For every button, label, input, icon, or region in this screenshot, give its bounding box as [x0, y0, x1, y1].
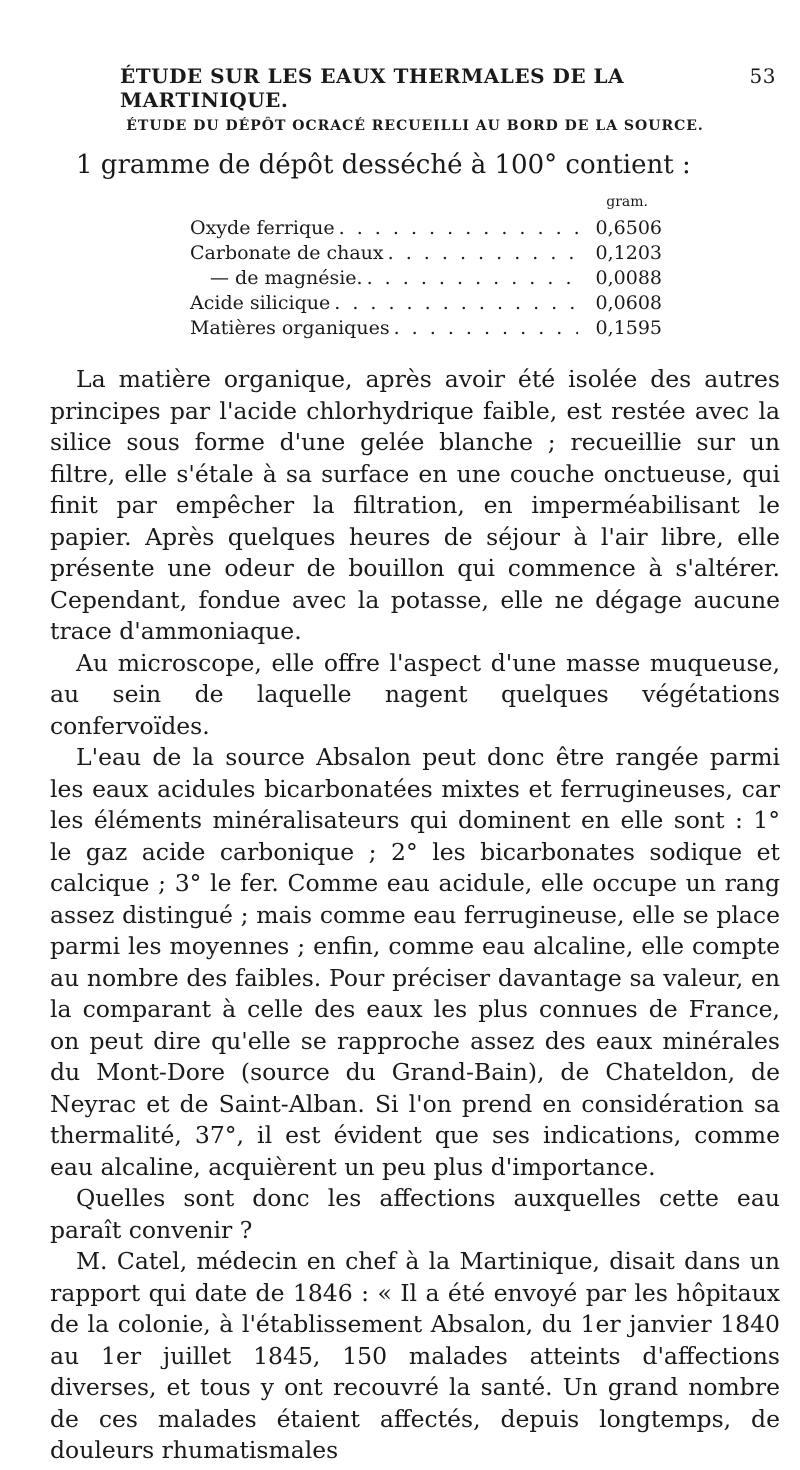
analysis-label: Acide silicique: [190, 292, 331, 314]
page-number: 53: [749, 64, 776, 88]
paragraph: Quelles sont donc les affections auxquelles cette eau paraît convenir ?: [50, 1184, 780, 1244]
analysis-value: 0,1595: [595, 317, 662, 339]
paragraph: L'eau de la source Absalon peut donc être rangée parmi les eaux acidules bicarbonatées mixtes et ferrugineuses, car les éléments minéralisateurs qui dominent en elle sont : 1° le gaz acide carbonique ; 2° les bicarbonates sodique et calcique ; 3° le fer. Comme eau acidule, elle occupe un rang assez distingué ; mais comme eau ferrugineuse, elle se place parmi les moyennes ; enfin, comme eau alcaline, elle compte au nombre des faibles. Pour préciser davantage sa valeur, en la comparant à celle des eaux les plus connues de France, on peut dire qu'elle se rapproche assez des eaux minérales du Mont-Dore (source du Grand-Bain), de Chateldon, de Neyrac et de Saint-Alban. Si l'on prend en considération sa thermalité, 37°, il est évident que ses indications, comme eau alcaline, acquièrent un peu plus d'importance.: [50, 743, 780, 1181]
body-text: [50, 364, 780, 1467]
dot-leader: [330, 291, 578, 316]
dot-leader: [390, 316, 578, 341]
analysis-label: Carbonate de chaux: [190, 242, 384, 264]
dot-leader: [384, 241, 578, 266]
analysis-intro: 1 gramme de dépôt desséché à 100° contient :: [76, 150, 691, 180]
dot-leader: [363, 266, 578, 291]
analysis-value: 0,0608: [595, 292, 662, 314]
analysis-table: [190, 194, 662, 341]
analysis-value: 0,6506: [595, 217, 662, 239]
section-heading: ÉTUDE DU DÉPÔT OCRACÉ RECUEILLI AU BORD DE LA SOURCE.: [126, 118, 704, 134]
book-page: [50, 0, 780, 1470]
analysis-row: [190, 266, 662, 291]
analysis-value: 0,0088: [595, 267, 662, 289]
paragraph: La matière organique, après avoir été isolée des autres principes par l'acide chlorhydrique faible, est restée avec la silice sous forme d'une gelée blanche ; recueillie sur un filtre, elle s'étale à sa surface en une couche onctueuse, qui finit par empêcher la filtration, en imperméabilisant le papier. Après quelques heures de séjour à l'air libre, elle présente une odeur de bouillon qui commence à s'altérer. Cependant, fondue avec la potasse, elle ne dégage aucune trace d'ammoniaque.: [50, 365, 780, 645]
analysis-label: — de magnésie.: [210, 267, 363, 289]
paragraph: Au microscope, elle offre l'aspect d'une masse muqueuse, au sein de laquelle nagent quelques végétations confervoïdes.: [50, 648, 780, 740]
running-title: ÉTUDE SUR LES EAUX THERMALES DE LA MARTINIQUE.: [120, 64, 625, 112]
analysis-row: [190, 291, 662, 316]
analysis-row: [190, 316, 662, 341]
analysis-label: Oxyde ferrique: [190, 217, 335, 239]
analysis-value: 0,1203: [595, 242, 662, 264]
paragraph: M. Catel, médecin en chef à la Martinique, disait dans un rapport qui date de 1846 : « Il a été envoyé par les hôpitaux de la colonie, à l'établissement Absalon, du 1er janvier 1840 au 1er juillet 1845, 150 malades atteints d'affections diverses, et tous y ont recouvré la santé. Un grand nombre de ces malades étaient affectés, depuis longtemps, de douleurs rhumatismales: [50, 1247, 780, 1464]
analysis-row: [190, 216, 662, 241]
analysis-row: [190, 241, 662, 266]
dot-leader: [335, 216, 578, 241]
running-header: [50, 64, 780, 112]
analysis-label: Matières organiques: [190, 317, 390, 339]
unit-label: gram.: [606, 194, 648, 210]
